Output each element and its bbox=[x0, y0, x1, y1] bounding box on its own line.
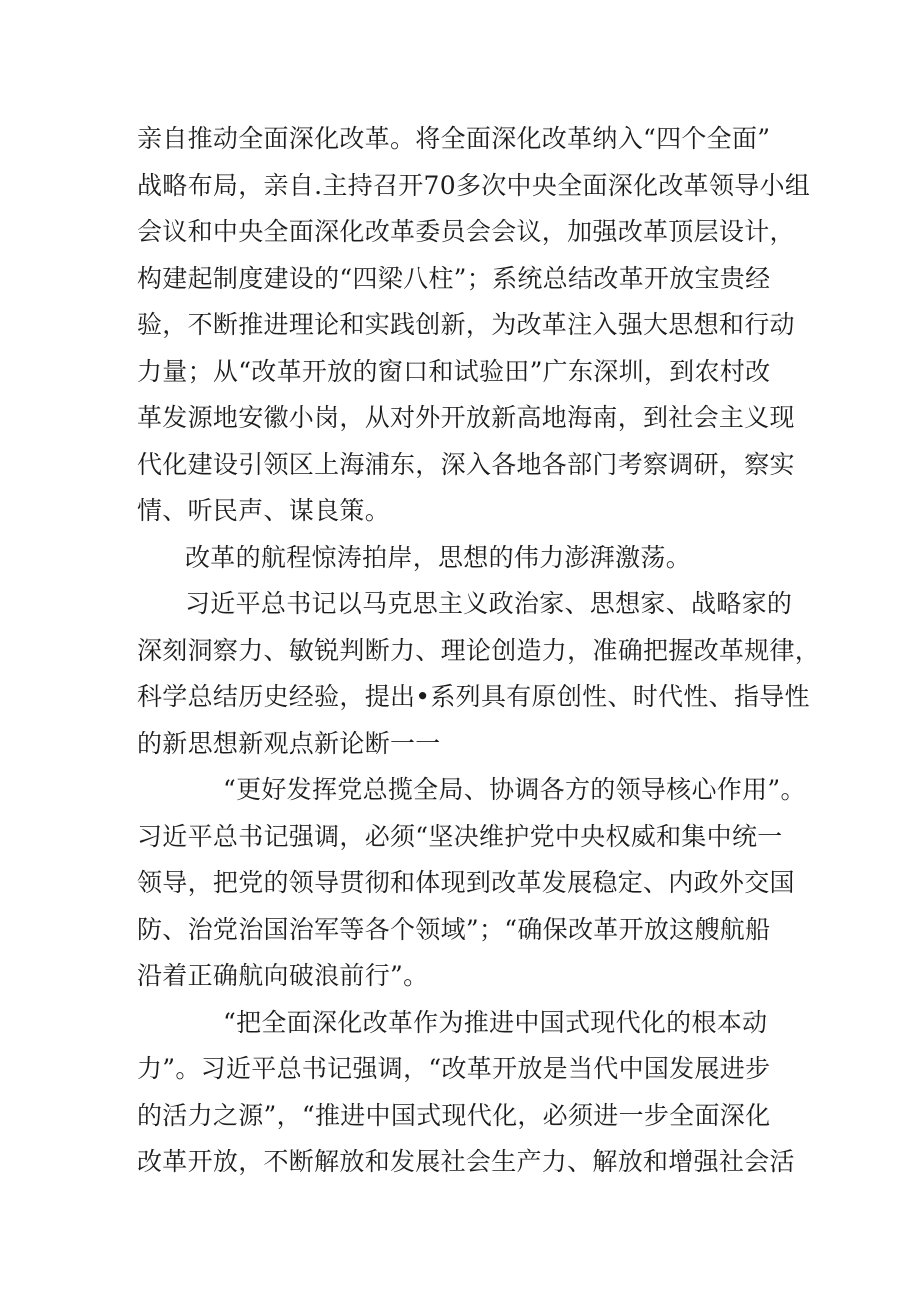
paragraph-1-line-8: 代化建设引领区上海浦东，深入各地各部门考察调研，察实 bbox=[137, 449, 795, 479]
paragraph-3-line-2: 深刻洞察力、敏锐判断力、理论创造力，准确把握改革规律， bbox=[137, 635, 821, 665]
paragraph-5-line-3: 的活力之源”，“推进中国式现代化，必须进一步全面深化 bbox=[137, 1100, 771, 1130]
paragraph-3-line-3: 科学总结历史经验，提出•系列具有原创性、时代性、指导性 bbox=[137, 682, 810, 711]
paragraph-1-line-2: 战略布局，亲自.主持召开70多次中央全面深化改革领导小组 bbox=[137, 170, 811, 200]
paragraph-5-line-4: 改革开放，不断解放和发展社会生产力、解放和增强社会活 bbox=[137, 1147, 795, 1176]
paragraph-4-line-1: “更好发挥党总揽全局、协调各方的领导核心作用”。 bbox=[223, 775, 806, 804]
paragraph-3-line-4: 的新思想新观点新论断一一 bbox=[137, 728, 441, 758]
paragraph-1-line-9: 情、听民声、谋良策。 bbox=[137, 496, 391, 525]
paragraph-1-line-1: 亲自推动全面深化改革。将全面深化改革纳入“四个全面” bbox=[137, 124, 771, 153]
paragraph-4-line-2: 习近平总书记强调，必须“坚决维护党中央权威和集中统一 bbox=[137, 821, 783, 851]
paragraph-1-line-3: 会议和中央全面深化改革委员会会议，加强改革顶层设计， bbox=[137, 217, 795, 246]
paragraph-5-line-2: 力”。习近平总书记强调，“改革开放是当代中国发展进步 bbox=[137, 1054, 771, 1083]
paragraph-3-line-1: 习近平总书记以马克思主义政治家、思想家、战略家的 bbox=[185, 589, 793, 618]
paragraph-1-line-7: 革发源地安徽小岗，从对外开放新高地海南，到社会主义现 bbox=[137, 403, 795, 432]
paragraph-2-line-1: 改革的航程惊涛拍岸，思想的伟力澎湃激荡。 bbox=[185, 542, 692, 572]
paragraph-1-line-5: 验，不断推进理论和实践创新，为改革注入强大思想和行动 bbox=[137, 310, 795, 339]
document-body bbox=[137, 116, 821, 1186]
paragraph-4-line-5: 沿着正确航向破浪前行”。 bbox=[137, 961, 429, 990]
paragraph-1-line-6: 力量；从“改革开放的窗口和试验田”广东深圳，到农村改 bbox=[137, 356, 771, 386]
paragraph-1-line-4: 构建起制度建设的“四梁八柱”；系统总结改革开放宝贵经 bbox=[137, 263, 771, 293]
paragraph-4-line-3: 领导，把党的领导贯彻和体现到改革发展稳定、内政外交国 bbox=[137, 868, 795, 897]
paragraph-5-line-1: “把全面深化改革作为推进中国式现代化的根本动 bbox=[223, 1007, 768, 1037]
paragraph-4-line-4: 防、治党治国治军等各个领域”；“确保改革开放这艘航船 bbox=[137, 914, 771, 944]
